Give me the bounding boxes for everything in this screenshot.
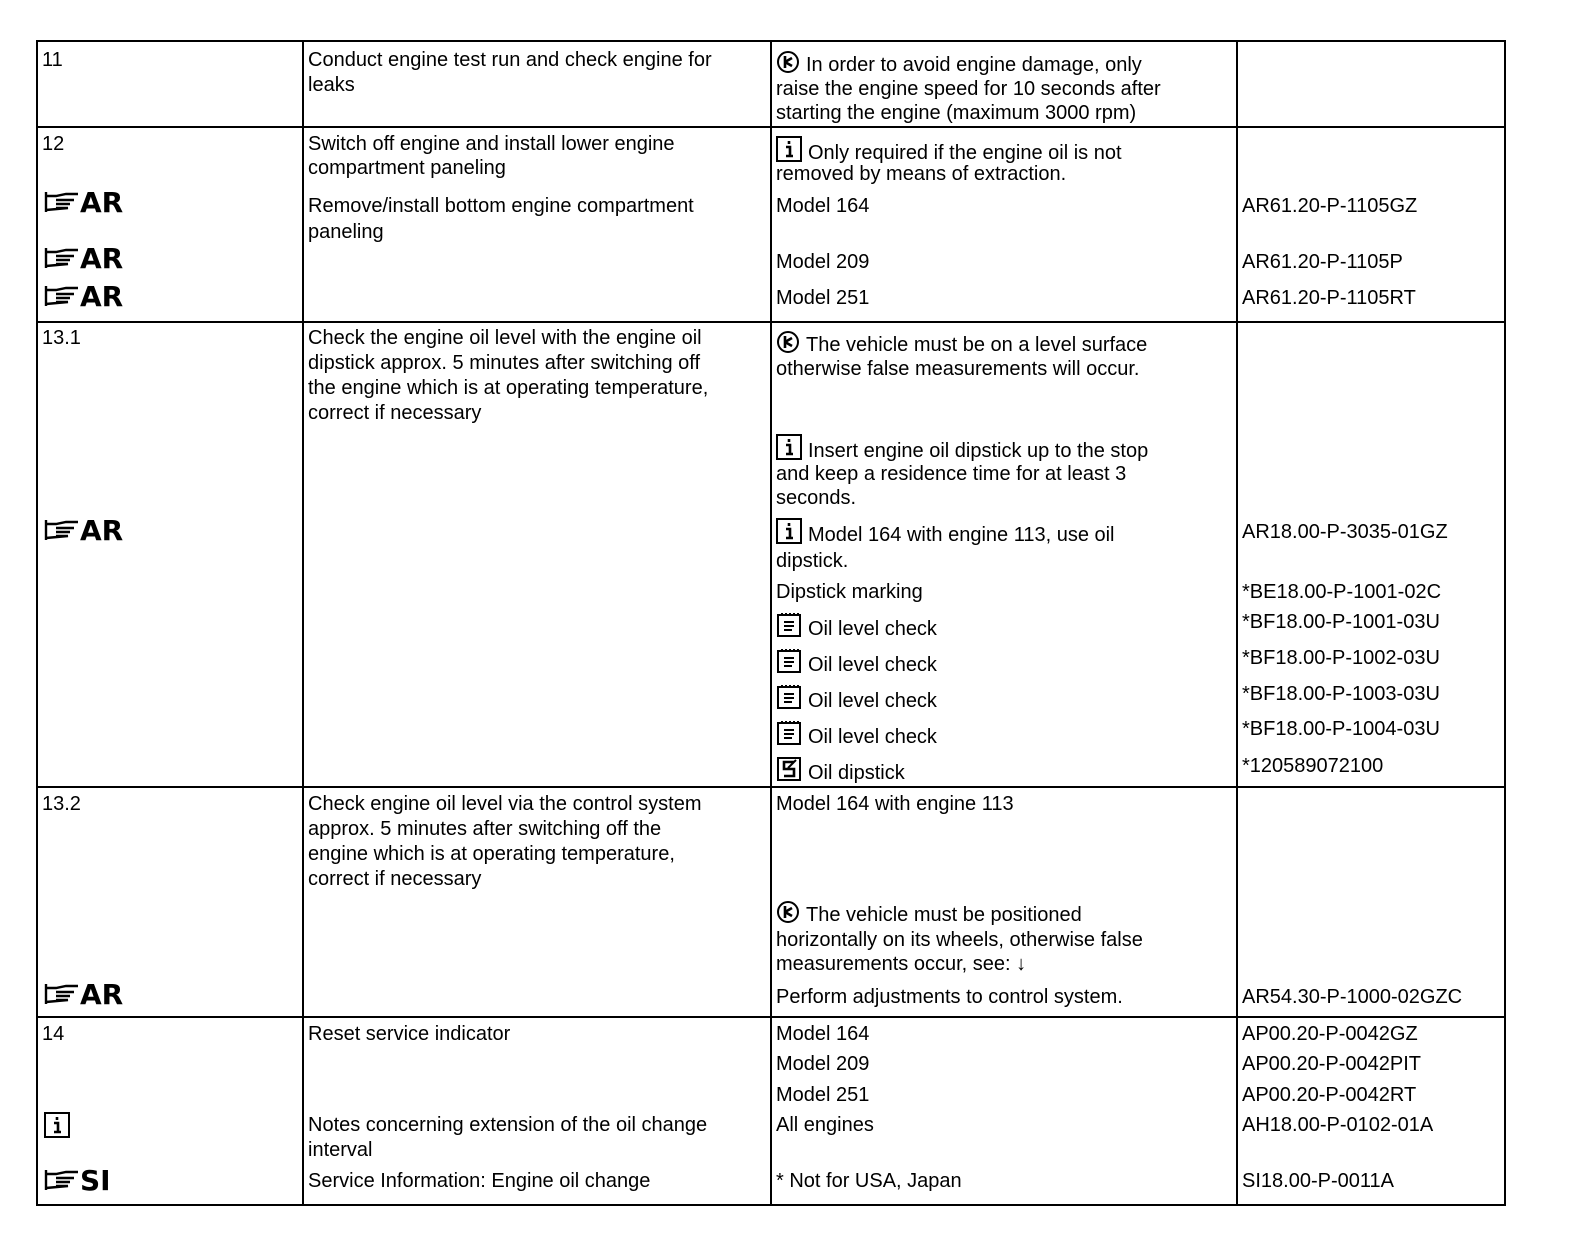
adjust-label: Perform adjustments to control system. (776, 986, 1123, 1008)
column-divider (302, 42, 304, 1204)
action-line: compartment paneling (308, 157, 506, 179)
model-label: Model 164 (776, 195, 870, 217)
action-line: correct if necessary (308, 402, 482, 424)
reference-arrow[interactable] (44, 516, 123, 546)
caution-circle-icon (776, 50, 800, 74)
action-line: correct if necessary (308, 868, 482, 890)
note-line: removed by means of extraction. (776, 163, 1067, 185)
note-line: starting the engine (maximum 3000 rpm) (776, 102, 1137, 124)
reference-code[interactable]: *BF18.00-P-1003-03U (1242, 683, 1440, 705)
dipstick-marking: Dipstick marking (776, 581, 923, 603)
check-label: Oil level check (808, 618, 937, 640)
model-label: Model 251 (776, 287, 870, 309)
pointing-hand-icon (44, 982, 80, 1006)
step-number: 12 (42, 133, 65, 155)
action-line: the engine which is at operating temperature, (308, 377, 709, 399)
note-text: Insert engine oil dipstick up to the stop (808, 440, 1149, 462)
info-box-icon (44, 1112, 70, 1143)
step-number: 13.2 (42, 793, 81, 815)
pointing-hand-icon (44, 284, 80, 308)
caution-circle-icon (776, 330, 800, 354)
arrow-label: AR (80, 186, 124, 219)
check-label: Oil level check (808, 726, 937, 748)
action-line: Switch off engine and install lower engine (308, 133, 675, 155)
action-line: Conduct engine test run and check engine for (308, 49, 712, 71)
note-line: horizontally on its wheels, otherwise false (776, 929, 1143, 951)
reference-arrow[interactable] (44, 282, 123, 312)
note-line: otherwise false measurements will occur. (776, 358, 1140, 380)
action-line: dipstick approx. 5 minutes after switching off (308, 352, 701, 374)
model-label: Model 164 (776, 1023, 870, 1045)
note-text: The vehicle must be on a level surface (806, 334, 1148, 356)
note-line (776, 518, 1115, 548)
note-text: The vehicle must be positioned (806, 904, 1082, 926)
column-divider (770, 42, 772, 1204)
model-label: Model 209 (776, 1053, 870, 1075)
reference-arrow[interactable] (44, 1166, 111, 1196)
note-line: seconds. (776, 487, 857, 509)
action-line: Notes concerning extension of the oil change (308, 1114, 708, 1136)
check-line (776, 612, 937, 642)
note-line (776, 900, 1082, 928)
pointing-hand-icon (44, 190, 80, 214)
arrow-label: AR (80, 514, 124, 547)
note-line (776, 50, 1142, 78)
arrow-label: AR (80, 978, 124, 1011)
check-line (776, 720, 937, 750)
reference-code[interactable]: SI18.00-P-0011A (1242, 1170, 1394, 1192)
note-line: and keep a residence time for at least 3 (776, 463, 1127, 485)
scope-label: * Not for USA, Japan (776, 1170, 962, 1192)
pointing-hand-icon (44, 246, 80, 270)
pointing-hand-icon (44, 1168, 80, 1192)
scope-label: All engines (776, 1114, 874, 1136)
reference-code[interactable]: AP00.20-P-0042RT (1242, 1084, 1417, 1106)
oil-level-check-icon (776, 684, 802, 710)
info-box-icon (776, 434, 802, 460)
check-line (776, 684, 937, 714)
check-label: Oil level check (808, 654, 937, 676)
note-line: measurements occur, see: ↓ (776, 953, 1027, 975)
reference-code[interactable]: AR61.20-P-1105GZ (1242, 195, 1418, 217)
action-line: paneling (308, 221, 384, 243)
note-line: raise the engine speed for 10 seconds after (776, 78, 1161, 100)
note-line (776, 330, 1147, 358)
tool-label: Oil dipstick (808, 762, 905, 784)
reference-code[interactable]: AP00.20-P-0042PIT (1242, 1053, 1421, 1075)
action-line: Reset service indicator (308, 1023, 511, 1045)
model-label: Model 251 (776, 1084, 870, 1106)
note-text: In order to avoid engine damage, only (806, 54, 1142, 76)
reference-code[interactable]: *BE18.00-P-1001-02C (1242, 581, 1442, 603)
oil-level-check-icon (776, 648, 802, 674)
check-label: Oil level check (808, 690, 937, 712)
oil-level-check-icon (776, 720, 802, 746)
reference-code[interactable]: *BF18.00-P-1004-03U (1242, 718, 1440, 740)
reference-code[interactable]: AR18.00-P-3035-01GZ (1242, 521, 1448, 543)
reference-code[interactable]: *BF18.00-P-1001-03U (1242, 611, 1440, 633)
note-line (776, 434, 1148, 464)
reference-code[interactable]: AP00.20-P-0042GZ (1242, 1023, 1418, 1045)
action-line: Check engine oil level via the control system (308, 793, 702, 815)
info-box-icon (776, 518, 802, 544)
model-label: Model 164 with engine 113 (776, 793, 1014, 815)
reference-code[interactable]: AR61.20-P-1105RT (1242, 287, 1416, 309)
service-info-text: Service Information: Engine oil change (308, 1170, 651, 1192)
step-number: 13.1 (42, 327, 81, 349)
pointing-hand-icon (44, 518, 80, 542)
reference-code[interactable]: *120589072100 (1242, 755, 1384, 777)
reference-code[interactable]: *BF18.00-P-1002-03U (1242, 647, 1440, 669)
model-label: Model 209 (776, 251, 870, 273)
reference-arrow[interactable] (44, 980, 123, 1010)
column-divider (1236, 42, 1238, 1204)
tool-line (776, 756, 905, 786)
oil-level-check-icon (776, 612, 802, 638)
caution-circle-icon (776, 900, 800, 924)
action-line: approx. 5 minutes after switching off the (308, 818, 662, 840)
step-number: 11 (42, 49, 63, 71)
reference-code[interactable]: AH18.00-P-0102-01A (1242, 1114, 1434, 1136)
action-line: leaks (308, 74, 355, 96)
arrow-label: AR (80, 242, 124, 275)
arrow-label: AR (80, 280, 124, 313)
reference-code[interactable]: AR61.20-P-1105P (1242, 251, 1403, 273)
step-number: 14 (42, 1023, 65, 1045)
action-line: Check the engine oil level with the engine oil (308, 327, 702, 349)
procedure-table (36, 40, 1506, 1206)
reference-code[interactable]: AR54.30-P-1000-02GZC (1242, 986, 1463, 1008)
arrow-label: SI (80, 1164, 111, 1197)
note-text: Model 164 with engine 113, use oil (808, 524, 1115, 546)
info-box-icon (776, 136, 802, 162)
action-line: Remove/install bottom engine compartment (308, 195, 694, 217)
check-line (776, 648, 937, 678)
note-line: dipstick. (776, 550, 849, 572)
reference-arrow[interactable] (44, 188, 123, 218)
special-tool-icon (776, 756, 802, 782)
action-line: engine which is at operating temperature, (308, 843, 675, 865)
reference-arrow[interactable] (44, 244, 123, 274)
note-text: Only required if the engine oil is not (808, 142, 1122, 164)
action-line: interval (308, 1139, 373, 1161)
